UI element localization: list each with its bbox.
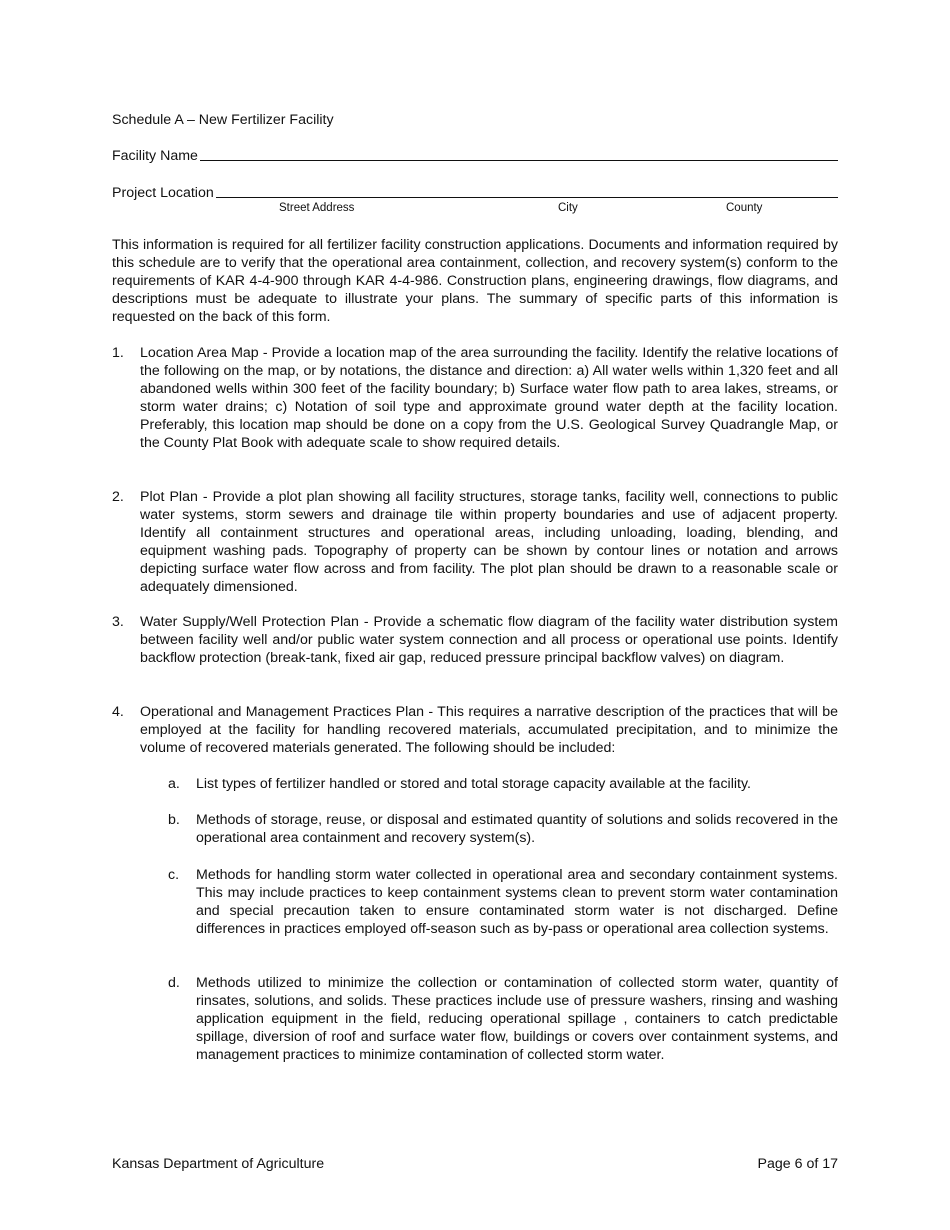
facility-name-label: Facility Name	[112, 148, 198, 164]
facility-name-line[interactable]	[200, 146, 838, 161]
sub-item-letter: a.	[168, 776, 180, 792]
sub-list-item	[168, 974, 838, 1064]
sub-list-item	[168, 866, 838, 938]
sub-item-text: Methods utilized to minimize the collection or contamination of collected storm water, quantity of rinsates, solutions, and solids. These practices include use of pressure washers, rinsing and washing application equipment in the field, reducing operational spillage , containers to catch predictable spillage, diversion of roof and surface water flow, buildings or covers over containment systems, and management practices to minimize contamination of collected storm water.	[196, 975, 838, 1063]
sub-item-letter: d.	[168, 975, 180, 991]
footer-page-number: Page 6 of 17	[757, 1156, 838, 1172]
item-number: 1.	[112, 345, 124, 361]
project-location-line[interactable]	[216, 183, 838, 198]
list-item	[112, 703, 838, 757]
item-text: Water Supply/Well Protection Plan - Provide a schematic flow diagram of the facility water distribution system between facility well and/or public water system connection and all process or operational use points. Identify backflow protection (break-tank, fixed air gap, reduced pressure principal backflow valves) on diagram.	[140, 614, 838, 666]
list-item	[112, 488, 838, 596]
list-item	[112, 344, 838, 452]
list-item	[112, 613, 838, 667]
city-sublabel: City	[558, 202, 578, 214]
item-number: 2.	[112, 489, 124, 505]
sub-item-text: Methods for handling storm water collected in operational area and secondary containment systems. This may include practices to keep containment systems clean to prevent storm water contamination and special precaution taken to ensure contaminated storm water is not discharged. Define differences in practices employed off-season such as by-pass or operational area collection systems.	[196, 867, 838, 937]
intro-paragraph: This information is required for all fertilizer facility construction applications. Documents and information required by this schedule are to verify that the operational area containment, collection, and recovery system(s) conform to the requirements of KAR 4-4-900 through KAR 4-4-986. Construction plans, engineering drawings, flow diagrams, and descriptions must be adequate to illustrate your plans. The summary of specific parts of this information is requested on the back of this form.	[112, 237, 838, 325]
county-sublabel: County	[726, 202, 763, 214]
project-location-field	[112, 183, 838, 201]
sub-item-text: Methods of storage, reuse, or disposal and estimated quantity of solutions and solids recovered in the operational area containment and recovery system(s).	[196, 812, 838, 846]
item-text: Operational and Management Practices Plan - This requires a narrative description of the practices that will be employed at the facility for handling recovered materials, accumulated precipitation, and to minimize the volume of recovered materials generated. The following should be included:	[140, 704, 838, 756]
schedule-title: Schedule A – New Fertilizer Facility	[112, 112, 334, 128]
facility-name-field	[112, 146, 838, 164]
sub-list-item	[168, 811, 838, 847]
page-footer	[112, 1156, 838, 1172]
sub-item-letter: c.	[168, 867, 180, 883]
sub-item-letter: b.	[168, 812, 180, 828]
item-number: 3.	[112, 614, 124, 630]
sub-item-text: List types of fertilizer handled or stored and total storage capacity available at the facility.	[196, 776, 751, 792]
street-address-sublabel: Street Address	[279, 202, 355, 214]
item-text: Plot Plan - Provide a plot plan showing all facility structures, storage tanks, facility well, connections to public water systems, storm sewers and drainage tile within property boundaries and use of adjacent property. Identify all containment structures and operational areas, including unloading, loading, blending, and equipment washing pads. Topography of property can be shown by contour lines or notation and arrows depicting surface water flow across and from facility. The plot plan should be drawn to a reasonable scale or adequately dimensioned.	[140, 489, 838, 595]
item-number: 4.	[112, 704, 124, 720]
footer-agency: Kansas Department of Agriculture	[112, 1156, 325, 1172]
item-text: Location Area Map - Provide a location map of the area surrounding the facility. Identify the relative locations of the following on the map, or by notations, the distance and direction: a) All water wells within 1,320 feet and all abandoned wells within 300 feet of the facility boundary; b) Surface water flow path to area lakes, streams, or storm water drains; c) Notation of soil type and approximate ground water depth at the facility location. Preferably, this location map should be done on a copy from the U.S. Geological Survey Quadrangle Map, or the County Plat Book with adequate scale to show required details.	[140, 345, 838, 451]
sub-list-item	[168, 775, 838, 793]
project-location-label: Project Location	[112, 185, 214, 201]
